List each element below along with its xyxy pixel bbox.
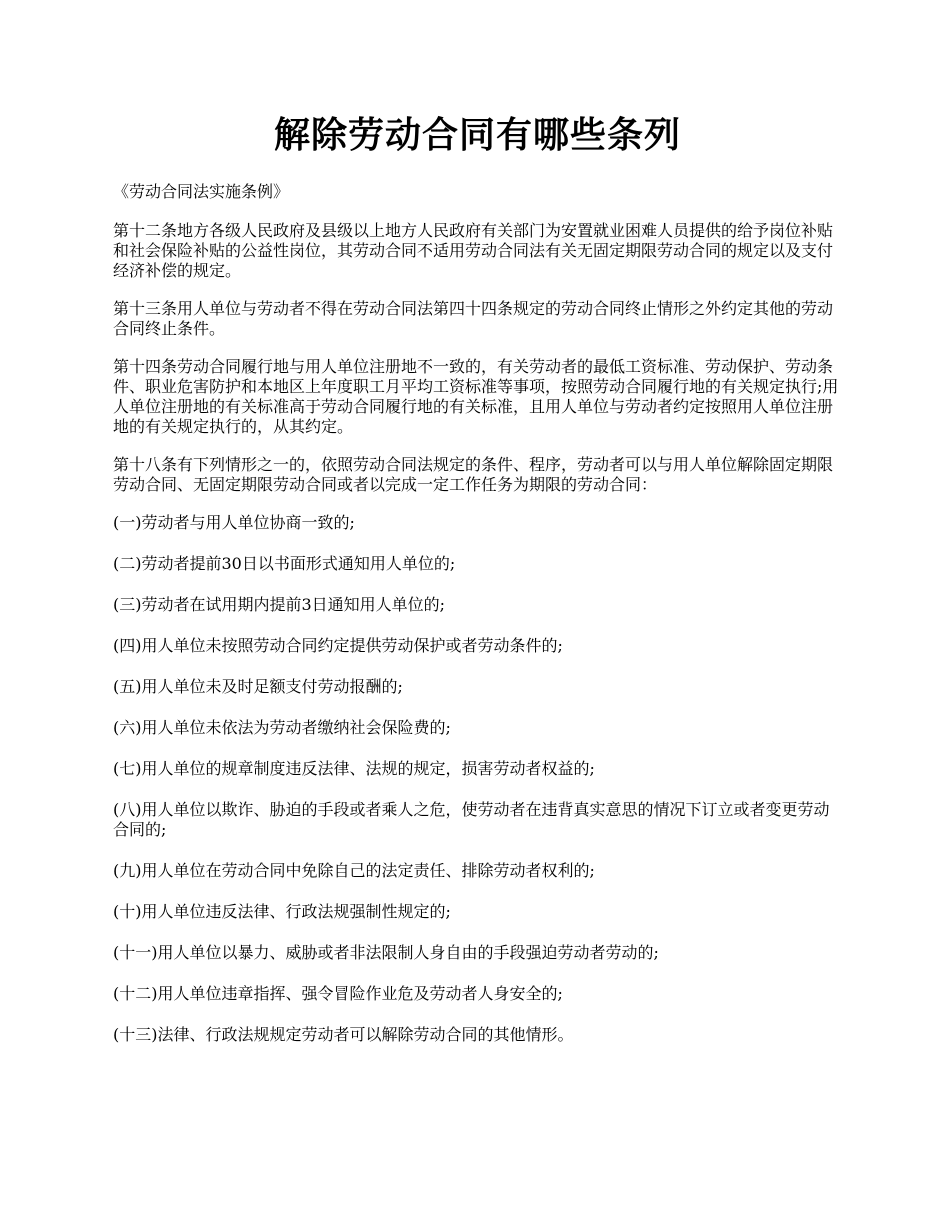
list-item-7: (七)用人单位的规章制度违反法律、法规的规定，损害劳动者权益的;	[113, 759, 595, 778]
article-14: 第十四条劳动合同履行地与用人单位注册地不一致的，有关劳动者的最低工资标准、劳动保护、劳动条件、职业危害防护和本地区上年度职工月平均工资标准等事项，按照劳动合同履行地的有关规定执行;用人单位注册地的有关标准高于劳动合同履行地的有关标准，且用人单位与劳动者约定按照用人单位注册地的有关规定执行的，从其约定。	[113, 357, 839, 436]
list-item-8: (八)用人单位以欺诈、胁迫的手段或者乘人之危，使劳动者在违背真实意思的情况下订立或者变更劳动合同的;	[113, 800, 830, 839]
list-item-5: (五)用人单位未及时足额支付劳动报酬的;	[113, 677, 403, 696]
document-title: 解除劳动合同有哪些条列	[273, 114, 681, 156]
list-item-6: (六)用人单位未依法为劳动者缴纳社会保险费的;	[113, 718, 451, 737]
article-13: 第十三条用人单位与劳动者不得在劳动合同法第四十四条规定的劳动合同终止情形之外约定其他的劳动合同终止条件。	[113, 299, 834, 338]
list-item-13: (十三)法律、行政法规规定劳动者可以解除劳动合同的其他情形。	[113, 1025, 574, 1044]
list-item-9: (九)用人单位在劳动合同中免除自己的法定责任、排除劳动者权利的;	[113, 861, 595, 880]
article-18: 第十八条有下列情形之一的，依照劳动合同法规定的条件、程序，劳动者可以与用人单位解除固定期限劳动合同、无固定期限劳动合同或者以完成一定工作任务为期限的劳动合同：	[113, 455, 834, 494]
list-item-12: (十二)用人单位违章指挥、强令冒险作业危及劳动者人身安全的;	[113, 984, 563, 1003]
article-12: 第十二条地方各级人民政府及县级以上地方人民政府有关部门为安置就业困难人员提供的给予岗位补贴和社会保险补贴的公益性岗位，其劳动合同不适用劳动合同法有关无固定期限劳动合同的规定以及支付经济补偿的规定。	[113, 221, 834, 280]
source-reference: 《劳动合同法实施条例》	[113, 182, 290, 201]
list-item-4: (四)用人单位未按照劳动合同约定提供劳动保护或者劳动条件的;	[113, 636, 563, 655]
list-item-11: (十一)用人单位以暴力、威胁或者非法限制人身自由的手段强迫劳动者劳动的;	[113, 943, 659, 962]
list-item-10: (十)用人单位违反法律、行政法规强制性规定的;	[113, 902, 451, 921]
list-item-2: (二)劳动者提前30日以书面形式通知用人单位的;	[113, 554, 456, 573]
list-item-1: (一)劳动者与用人单位协商一致的;	[113, 513, 355, 532]
list-item-3: (三)劳动者在试用期内提前3日通知用人单位的;	[113, 595, 446, 614]
